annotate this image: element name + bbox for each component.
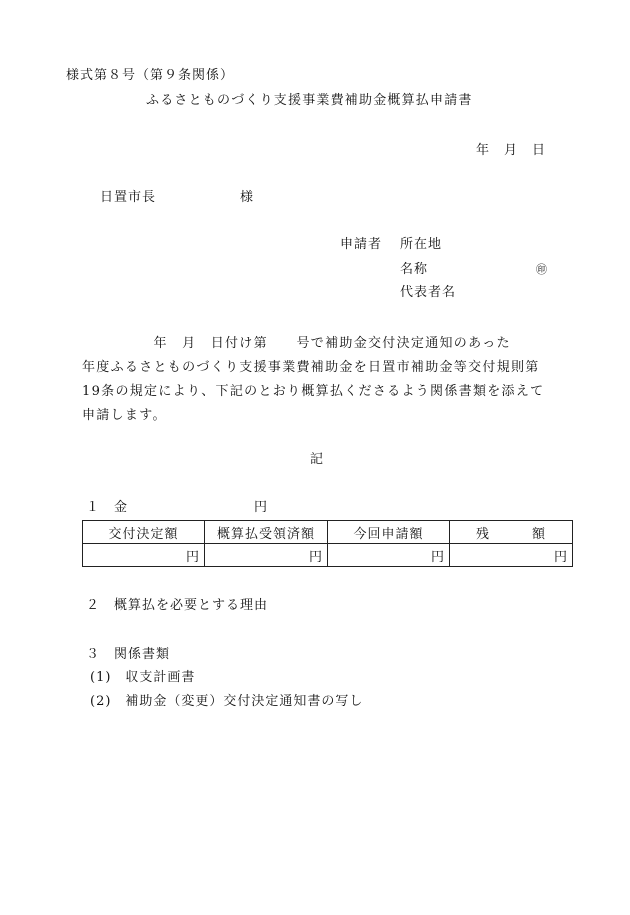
header-current-request-amount: 今回申請額 (328, 521, 450, 544)
section1-amount-line: １ 金 円 (86, 500, 269, 515)
cell-current-request-amount: 円 (328, 544, 450, 567)
cell-remaining-amount: 円 (450, 544, 573, 567)
date-line: 年 月 日 (476, 143, 547, 158)
section3-item: (2) 補助金（変更）交付決定通知書の写し (90, 694, 364, 709)
section3-item: (1) 収支計画書 (90, 670, 196, 685)
section2-reason: ２ 概算払を必要とする理由 (86, 598, 269, 613)
cell-grant-decision-amount: 円 (83, 544, 205, 567)
body-paragraph (82, 332, 544, 428)
section3-heading: ３ 関係書類 (86, 647, 171, 662)
ki-heading: 記 (310, 452, 325, 467)
body-line: 年度ふるさとものづくり支援事業費補助金を日置市補助金等交付規則第 (82, 360, 540, 375)
addressee: 日置市長 様 (100, 190, 255, 205)
body-line: 年 月 日付け第 号で補助金交付決定通知のあった (82, 336, 511, 351)
body-line: 19条の規定により、下記のとおり概算払くださるよう関係書類を添えて (82, 384, 545, 399)
header-grant-decision-amount: 交付決定額 (83, 521, 205, 544)
applicant-address-label: 所在地 (400, 237, 443, 252)
amount-table (82, 520, 573, 567)
header-received-amount: 概算払受領済額 (205, 521, 328, 544)
applicant-label: 申請者 (340, 237, 383, 252)
document-title: ふるさとものづくり支援事業費補助金概算払申請書 (146, 93, 473, 108)
cell-received-amount: 円 (205, 544, 328, 567)
table-header-row (83, 521, 573, 544)
table-row (83, 544, 573, 567)
applicant-name-label: 名称 (400, 262, 429, 277)
seal-mark: ㊞ (536, 263, 547, 276)
body-line: 申請します。 (82, 408, 167, 423)
form-number: 様式第８号（第９条関係） (66, 68, 235, 83)
header-remaining-amount: 残 額 (450, 521, 573, 544)
applicant-representative-label: 代表者名 (400, 285, 457, 300)
